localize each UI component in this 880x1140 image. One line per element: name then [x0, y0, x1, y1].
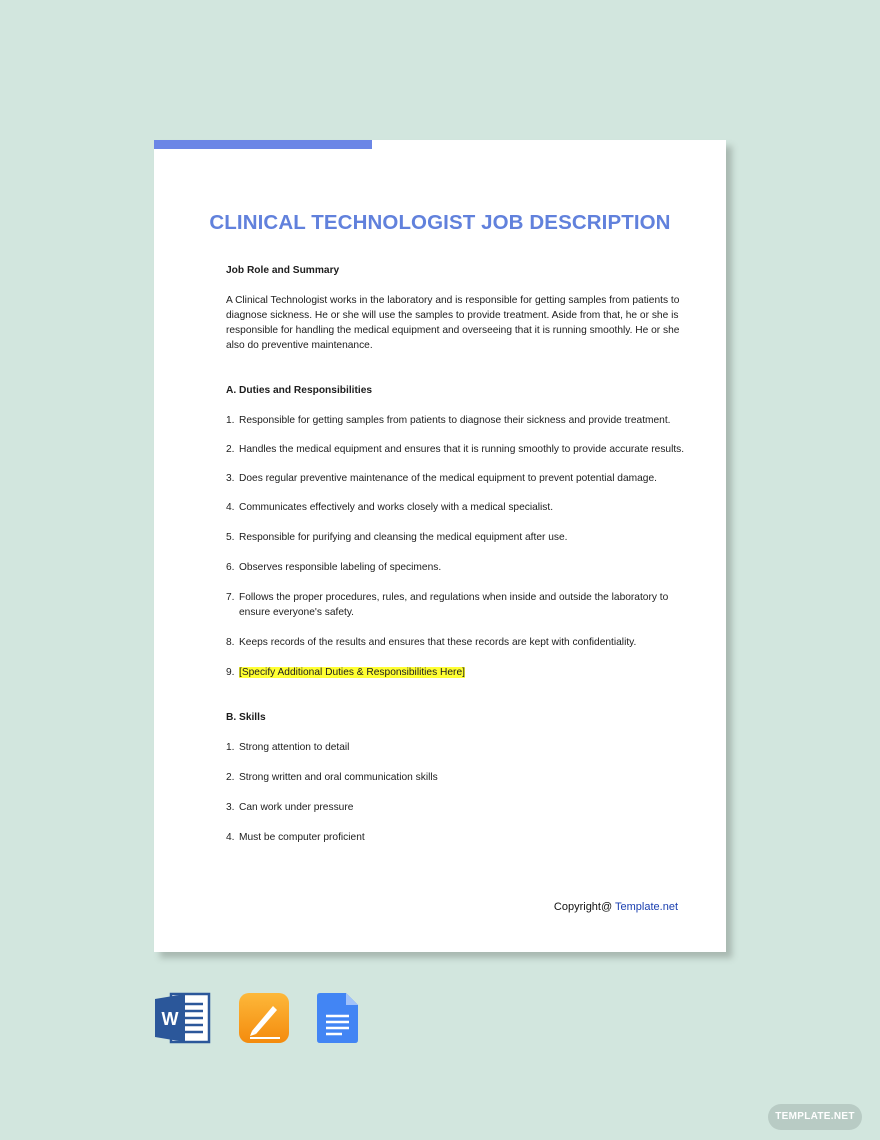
document-title: CLINICAL TECHNOLOGIST JOB DESCRIPTION — [209, 211, 671, 234]
pages-icon[interactable] — [238, 992, 290, 1049]
skills-heading: B. Skills — [226, 712, 266, 723]
template-net-link[interactable]: Template.net — [615, 901, 678, 913]
list-item: 2. Strong written and oral communication skills — [226, 772, 438, 783]
copyright-label: Copyright@ — [553, 901, 613, 913]
summary-heading: Job Role and Summary — [226, 265, 340, 276]
duties-list — [226, 413, 686, 680]
svg-text:W: W — [161, 1009, 179, 1029]
list-item: 4. Must be computer proficient — [226, 832, 365, 843]
accent-bar — [154, 140, 372, 149]
list-item: 4. Communicates effectively and works closely with a medical specialist. — [226, 502, 554, 513]
list-item: 6. Observes responsible labeling of specimens. — [226, 562, 442, 573]
duties-heading: A. Duties and Responsibilities — [226, 385, 373, 396]
list-item: 8. Keeps records of the results and ensures that these records are kept with confidentiality. — [226, 637, 637, 648]
list-item: 7. Follows the proper procedures, rules, and regulations when inside and outside the laboratory to ensure everyone's safety. — [226, 592, 669, 618]
list-item: 3. Can work under pressure — [226, 802, 354, 813]
highlighted-placeholder: [Specify Additional Duties & Responsibilities Here] — [239, 667, 465, 678]
template-net-watermark: TEMPLATE.NET — [768, 1104, 862, 1130]
summary-paragraph: A Clinical Technologist works in the laboratory and is responsible for getting samples from patients to diagnose sickness. He or she will use the samples to provide treatment. Aside from that, he or she is responsible for handling the medical equipment and overseeing that it is running smoothly. He or she also do preventive maintenance. — [226, 295, 680, 351]
skills-list — [226, 740, 686, 845]
word-icon[interactable] — [155, 992, 211, 1049]
list-item: 3. Does regular preventive maintenance of the medical equipment to prevent potential damage. — [226, 473, 657, 484]
google-docs-icon[interactable] — [317, 992, 359, 1049]
copyright-line — [554, 901, 678, 913]
list-item: 1. Responsible for getting samples from patients to diagnose their sickness and provide treatment. — [226, 415, 671, 426]
list-item: 2. Handles the medical equipment and ensures that it is running smoothly to provide accurate results. — [226, 444, 685, 455]
list-item: 1. Strong attention to detail — [226, 742, 350, 753]
list-item: 5. Responsible for purifying and cleansing the medical equipment after use. — [226, 532, 568, 543]
document-body — [226, 263, 686, 845]
list-item: 9. [Specify Additional Duties & Responsibilities Here] — [226, 667, 465, 678]
document-page — [154, 140, 726, 952]
